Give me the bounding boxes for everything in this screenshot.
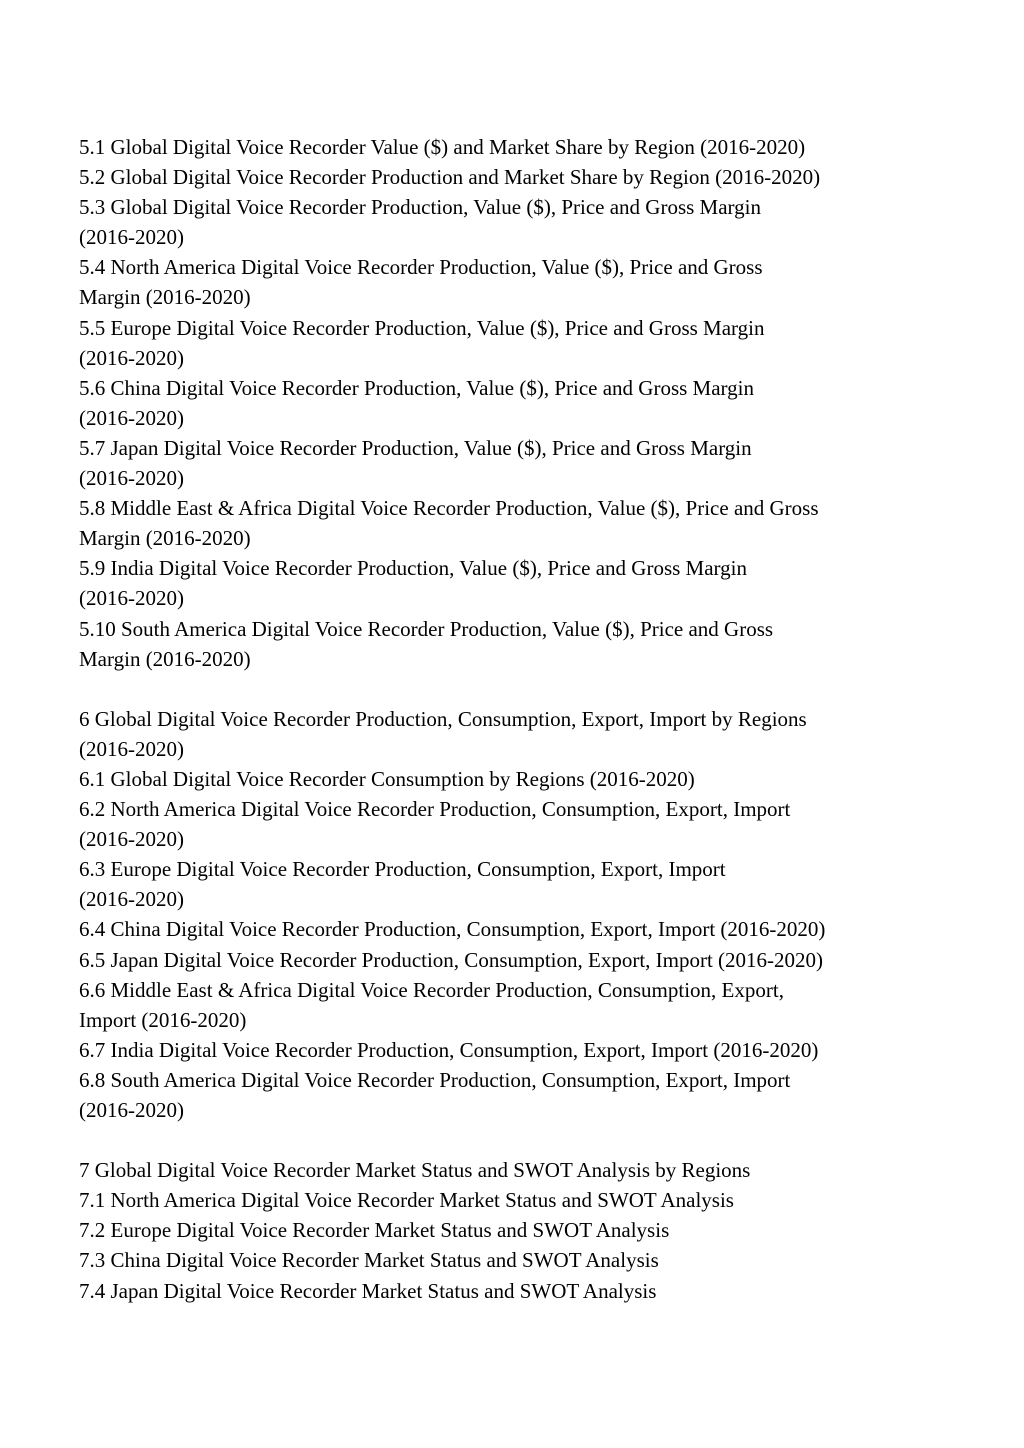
toc-line: (2016-2020) [79, 586, 184, 611]
toc-line: 5.4 North America Digital Voice Recorder Production, Value ($), Price and Gross [79, 255, 763, 280]
toc-line: 5.1 Global Digital Voice Recorder Value ($) and Market Share by Region (2016-2020) [79, 135, 806, 159]
toc-line: Margin (2016-2020) [79, 646, 251, 671]
toc-line: Import (2016-2020) [79, 1007, 247, 1032]
toc-line: (2016-2020) [79, 225, 184, 250]
toc-line: 6.6 Middle East & Africa Digital Voice Recorder Production, Consumption, Export, [79, 977, 784, 1002]
toc-line: 5.5 Europe Digital Voice Recorder Production, Value ($), Price and Gross Margin [79, 315, 765, 340]
toc-line: 6.7 India Digital Voice Recorder Production, Consumption, Export, Import (2016-2020) [79, 1037, 819, 1062]
toc-line: 7.1 North America Digital Voice Recorder Market Status and SWOT Analysis [79, 1188, 734, 1213]
toc-line: 7.4 Japan Digital Voice Recorder Market Status and SWOT Analysis [79, 1278, 657, 1303]
toc-line: Margin (2016-2020) [79, 285, 251, 310]
table-of-contents [79, 132, 959, 1306]
toc-line: 7.3 China Digital Voice Recorder Market Status and SWOT Analysis [79, 1248, 659, 1273]
toc-line: 6.4 China Digital Voice Recorder Production, Consumption, Export, Import (2016-2020) [79, 917, 826, 942]
toc-line: Margin (2016-2020) [79, 526, 251, 551]
toc-line: 5.2 Global Digital Voice Recorder Production and Market Share by Region (2016-2020) [79, 165, 821, 190]
toc-line: (2016-2020) [79, 827, 184, 852]
toc-line: 7.2 Europe Digital Voice Recorder Market Status and SWOT Analysis [79, 1218, 670, 1243]
toc-line: 7 Global Digital Voice Recorder Market Status and SWOT Analysis by Regions [79, 1158, 751, 1183]
section-spacer [79, 1125, 959, 1155]
toc-line: (2016-2020) [79, 736, 184, 761]
toc-line: 5.7 Japan Digital Voice Recorder Production, Value ($), Price and Gross Margin [79, 435, 752, 460]
toc-line: 6.5 Japan Digital Voice Recorder Production, Consumption, Export, Import (2016-2020) [79, 947, 824, 972]
toc-line: (2016-2020) [79, 887, 184, 912]
toc-line: (2016-2020) [79, 405, 184, 430]
toc-line: (2016-2020) [79, 1098, 184, 1122]
toc-line: 5.3 Global Digital Voice Recorder Production, Value ($), Price and Gross Margin [79, 195, 761, 220]
toc-section-5 [79, 132, 959, 674]
toc-line: 5.8 Middle East & Africa Digital Voice Recorder Production, Value ($), Price and Gross [79, 496, 819, 521]
toc-line: 6.2 North America Digital Voice Recorder Production, Consumption, Export, Import [79, 797, 791, 822]
toc-line: 6.3 Europe Digital Voice Recorder Production, Consumption, Export, Import [79, 857, 726, 882]
toc-line: 6 Global Digital Voice Recorder Production, Consumption, Export, Import by Regions [79, 706, 807, 731]
toc-line: (2016-2020) [79, 345, 184, 370]
toc-line: 5.10 South America Digital Voice Recorder Production, Value ($), Price and Gross [79, 616, 774, 641]
toc-line: (2016-2020) [79, 466, 184, 491]
section-spacer [79, 674, 959, 704]
toc-line: 5.6 China Digital Voice Recorder Production, Value ($), Price and Gross Margin [79, 375, 754, 400]
toc-line: 6.8 South America Digital Voice Recorder Production, Consumption, Export, Import [79, 1067, 791, 1092]
toc-line: 5.9 India Digital Voice Recorder Production, Value ($), Price and Gross Margin [79, 556, 747, 581]
toc-section-6 [79, 704, 959, 1125]
toc-section-7 [79, 1155, 959, 1305]
toc-line: 6.1 Global Digital Voice Recorder Consumption by Regions (2016-2020) [79, 766, 695, 791]
